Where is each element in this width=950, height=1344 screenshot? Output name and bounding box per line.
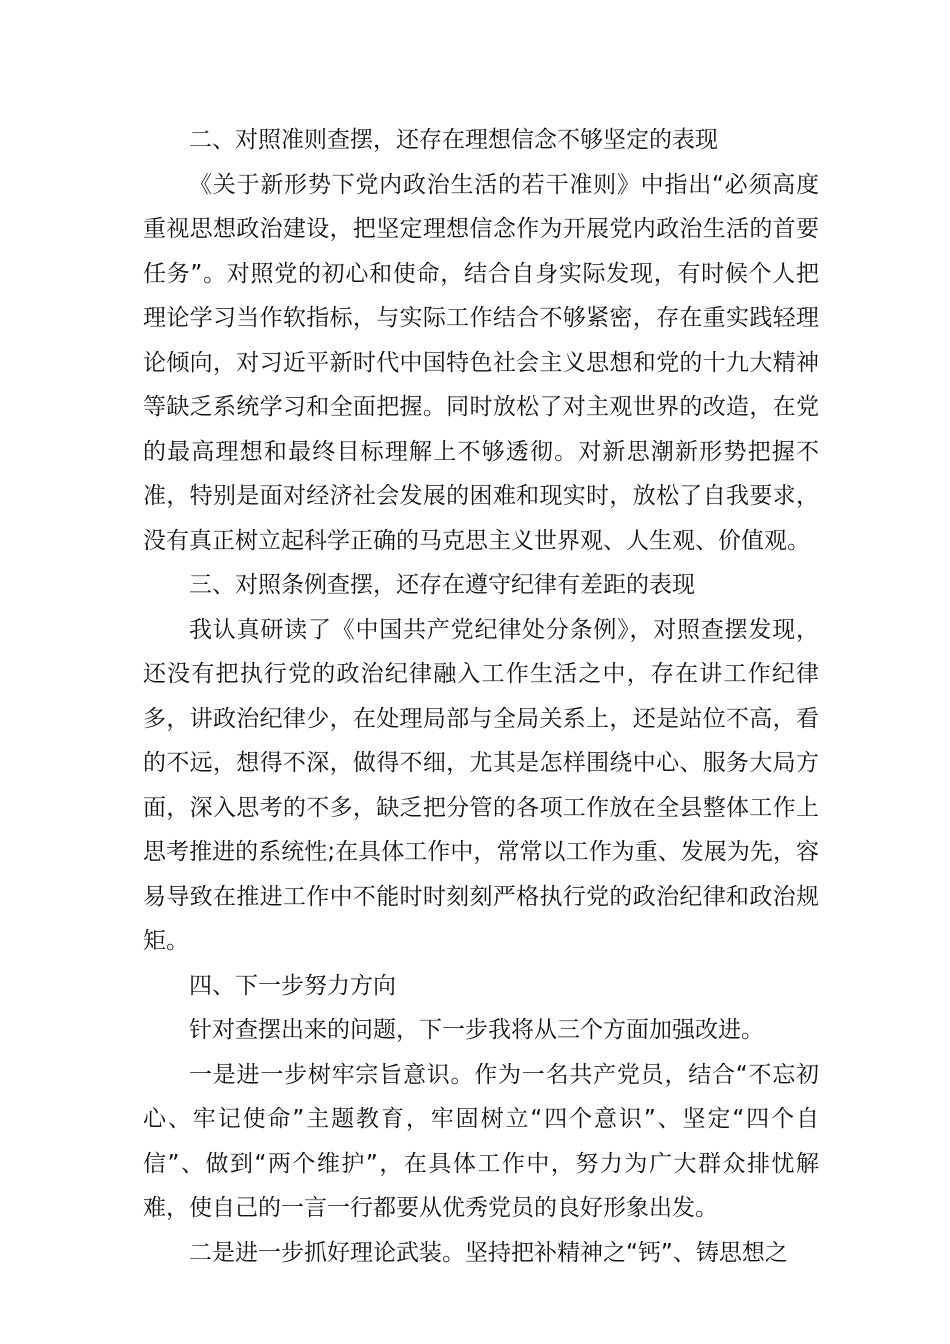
paragraph-improvement-intro: 针对查摆出来的问题，下一步我将从三个方面加强改进。 xyxy=(189,1017,764,1043)
paragraph-ideals-beliefs: 《关于新形势下党内政治生活的若干准则》中指出“必须高度重视思想政治建设，把坚定理想信念作为开展党内政治生活的首要任务”。对照党的初心和使命，结合自身实际发现，有时候个人把理论学习当作软指标，与实际工作结合不够紧密，存在重实践轻理论倾向，对习近平新时代中国特色社会主义思想和党的十九大精神等缺乏系统学习和全面把握。同时放松了对主观世界的改造，在党的最高理想和最终目标理解上不够透彻。对新思潮新形势把握不准，特别是面对经济社会发展的困难和现实时，放松了自我要求，没有真正树立起科学正确的马克思主义世界观、人生观、价值观。 xyxy=(143,171,819,554)
section-heading-2: 二、对照准则查摆，还存在理想信念不够坚定的表现 xyxy=(189,127,718,153)
paragraph-discipline: 我认真研读了《中国共产党纪律处分条例》，对照查摆发现，还没有把执行党的政治纪律融入工作生活之中，存在讲工作纪律多，讲政治纪律少，在处理局部与全局关系上，还是站位不高，看的不远，想得不深，做得不细，尤其是怎样围绕中心、服务大局方面，深入思考的不多，缺乏把分管的各项工作放在全县整体工作上思考推进的系统性;在具体工作中，常常以工作为重、发展为先，容易导致在推进工作中不能时时刻刻严格执行党的政治纪律和政治规矩。 xyxy=(143,616,819,954)
paragraph-theory-study: 二是进一步抓好理论武装。坚持把补精神之“钙”、铸思想之 xyxy=(189,1239,788,1266)
document-body xyxy=(143,118,819,1275)
section-heading-3: 三、对照条例查摆，还存在遵守纪律有差距的表现 xyxy=(189,572,695,598)
section-heading-4: 四、下一步努力方向 xyxy=(189,972,396,999)
paragraph-purpose-awareness: 一是进一步树牢宗旨意识。作为一名共产党员，结合“不忘初心、牢记使命”主题教育，牢固树立“四个意识”、坚定“四个自信”、做到“两个维护”，在具体工作中，努力为广大群众排忧解难，使自己的一言一行都要从优秀党员的良好形象出发。 xyxy=(143,1061,819,1221)
